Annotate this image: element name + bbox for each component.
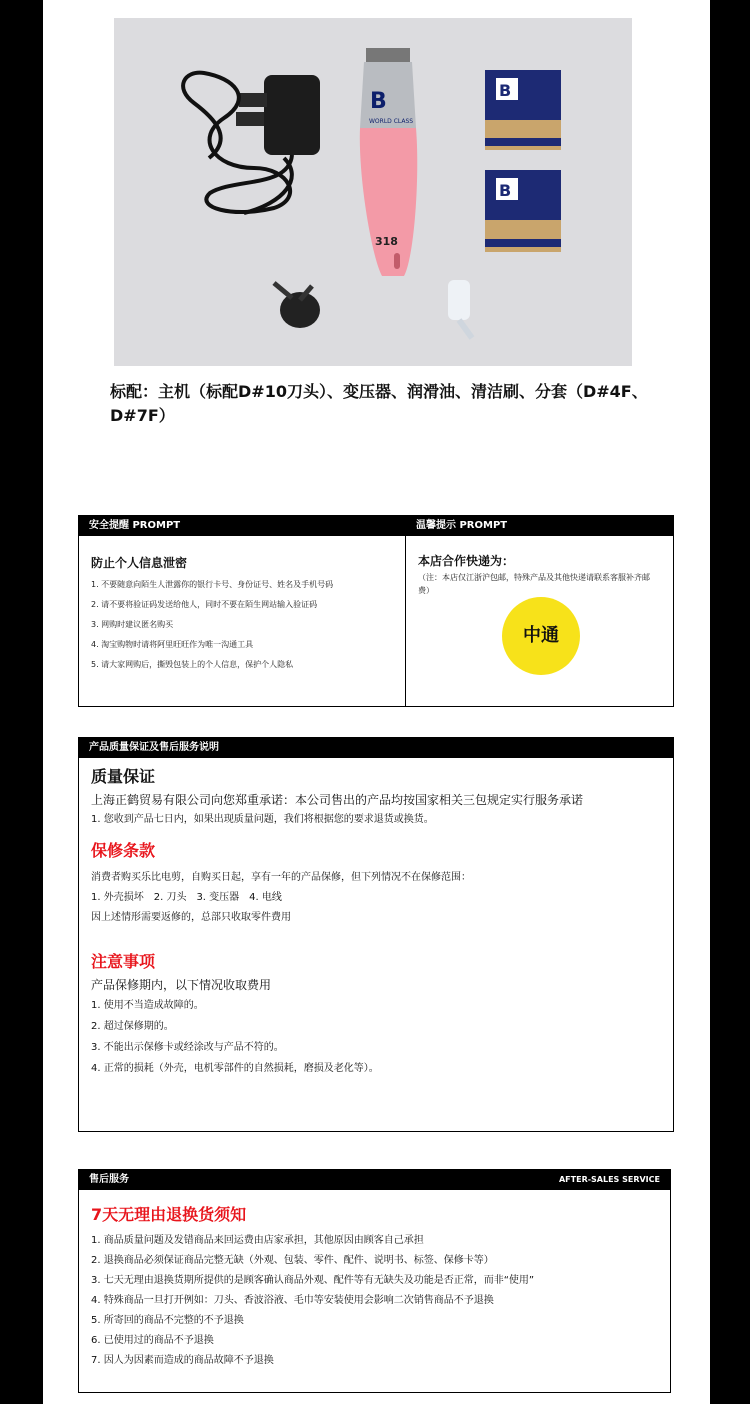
prompt-panel [78,515,674,707]
warranty-title: 保修条款 [91,841,156,860]
quality-body: 上海正鹤贸易有限公司向您郑重承诺：本公司售出的产品均按国家相关三包规定实行服务承诺 [91,793,584,807]
list-item: 3. 不能出示保修卡或经涂改与产品不符的。 [91,1042,284,1053]
after-sales-header [79,1170,670,1190]
list-item: 7. 因人为因素而造成的商品故障不予退换 [91,1355,274,1366]
list-item: 5. 请大家网购后，撕毁包装上的个人信息，保护个人隐私 [91,660,294,669]
attachment-box-2 [485,170,561,252]
product-photo [114,18,632,366]
after-sales-header-english: AFTER-SALES SERVICE [558,1175,660,1184]
attachment-box-1 [485,70,561,150]
quality-line: 1. 您收到产品七日内，如果出现质量问题，我们将根据您的要求退货或换货。 [91,814,434,825]
list-item: 2. 退换商品必须保证商品完整无缺（外观、包装、零件、配件、说明书、标签、保修卡等） [91,1255,494,1266]
notice-title: 注意事项 [91,952,156,971]
shipping-reminder [406,516,673,706]
safety-list [91,575,405,675]
shipping-header: 温馨提示 PROMPT [406,516,673,536]
accessories-caption: 标配：主机（标配D#10刀头）、变压器、润滑油、清洁刷、分套（D#4F、D#7F） [110,382,648,425]
clipper-brand-text: WORLD CLASS [369,118,414,125]
svg-text:B: B [499,181,512,200]
warranty-items: 1. 外壳损坏 2. 刀头 3. 变压器 4. 电线 [91,892,282,903]
clipper-logo: B [370,89,387,114]
power-adapter [183,73,320,213]
cleaning-brush [274,283,320,328]
return-policy-title: 7天无理由退换货须知 [91,1205,247,1224]
list-item: 2. 请不要将验证码发送给他人，同时不要在陌生网站输入验证码 [91,600,318,609]
list-item: 1. 使用不当造成故障的。 [91,1000,204,1011]
clipper-model-label: 318 [375,235,398,248]
lubricating-oil [448,280,472,338]
list-item: 4. 特殊商品一旦打开例如：刀头、香波浴液、毛巾等安装使用会影响二次销售商品不予退换 [91,1295,494,1306]
notice-text: 产品保修期内，以下情况收取费用 [91,978,272,992]
list-item: 6. 已使用过的商品不予退换 [91,1335,214,1346]
return-policy-list [91,1231,670,1371]
list-item: 1. 不要随意向陌生人泄露你的银行卡号、身份证号、姓名及手机号码 [91,580,334,589]
courier-badge: 中通 [502,597,580,675]
warranty-text: 消费者购买乐比电剪，自购买日起，享有一年的产品保修，但下列情况不在保修范围： [91,872,471,883]
list-item: 5. 所寄回的商品不完整的不予退换 [91,1315,244,1326]
warranty-note: 因上述情形需要返修的，总部只收取零件费用 [91,912,291,923]
safety-title: 防止个人信息泄密 [91,556,188,570]
list-item: 3. 七天无理由退换货期所提供的是顾客确认商品外观、配件等有无缺失及功能是否正常，而非“使用” [91,1275,535,1286]
svg-text:B: B [499,81,512,100]
product-illustration [114,18,632,366]
quality-title: 质量保证 [91,767,156,786]
after-sales-panel [78,1169,671,1393]
shipping-note: （注：本店仅江浙沪包邮，特殊产品及其他快递请联系客服补齐邮费） [418,573,650,595]
right-border [710,0,750,1404]
hair-clipper [360,48,417,276]
shipping-title: 本店合作快递为： [418,554,515,568]
list-item: 1. 商品质量问题及发错商品来回运费由店家承担，其他原因由顾客自己承担 [91,1235,424,1246]
quality-header: 产品质量保证及售后服务说明 [79,738,673,758]
list-item: 3. 网购时建议匿名购买 [91,620,174,629]
quality-panel [78,737,674,1132]
safety-reminder [79,516,406,706]
list-item: 4. 正常的损耗（外壳，电机零部件的自然损耗，磨损及老化等）。 [91,1063,379,1074]
after-sales-header-title: 售后服务 [89,1174,129,1185]
list-item: 2. 超过保修期的。 [91,1021,174,1032]
safety-header: 安全提醒 PROMPT [79,516,405,536]
left-border [0,0,43,1404]
list-item: 4. 淘宝购物时请将阿里旺旺作为唯一沟通工具 [91,640,254,649]
